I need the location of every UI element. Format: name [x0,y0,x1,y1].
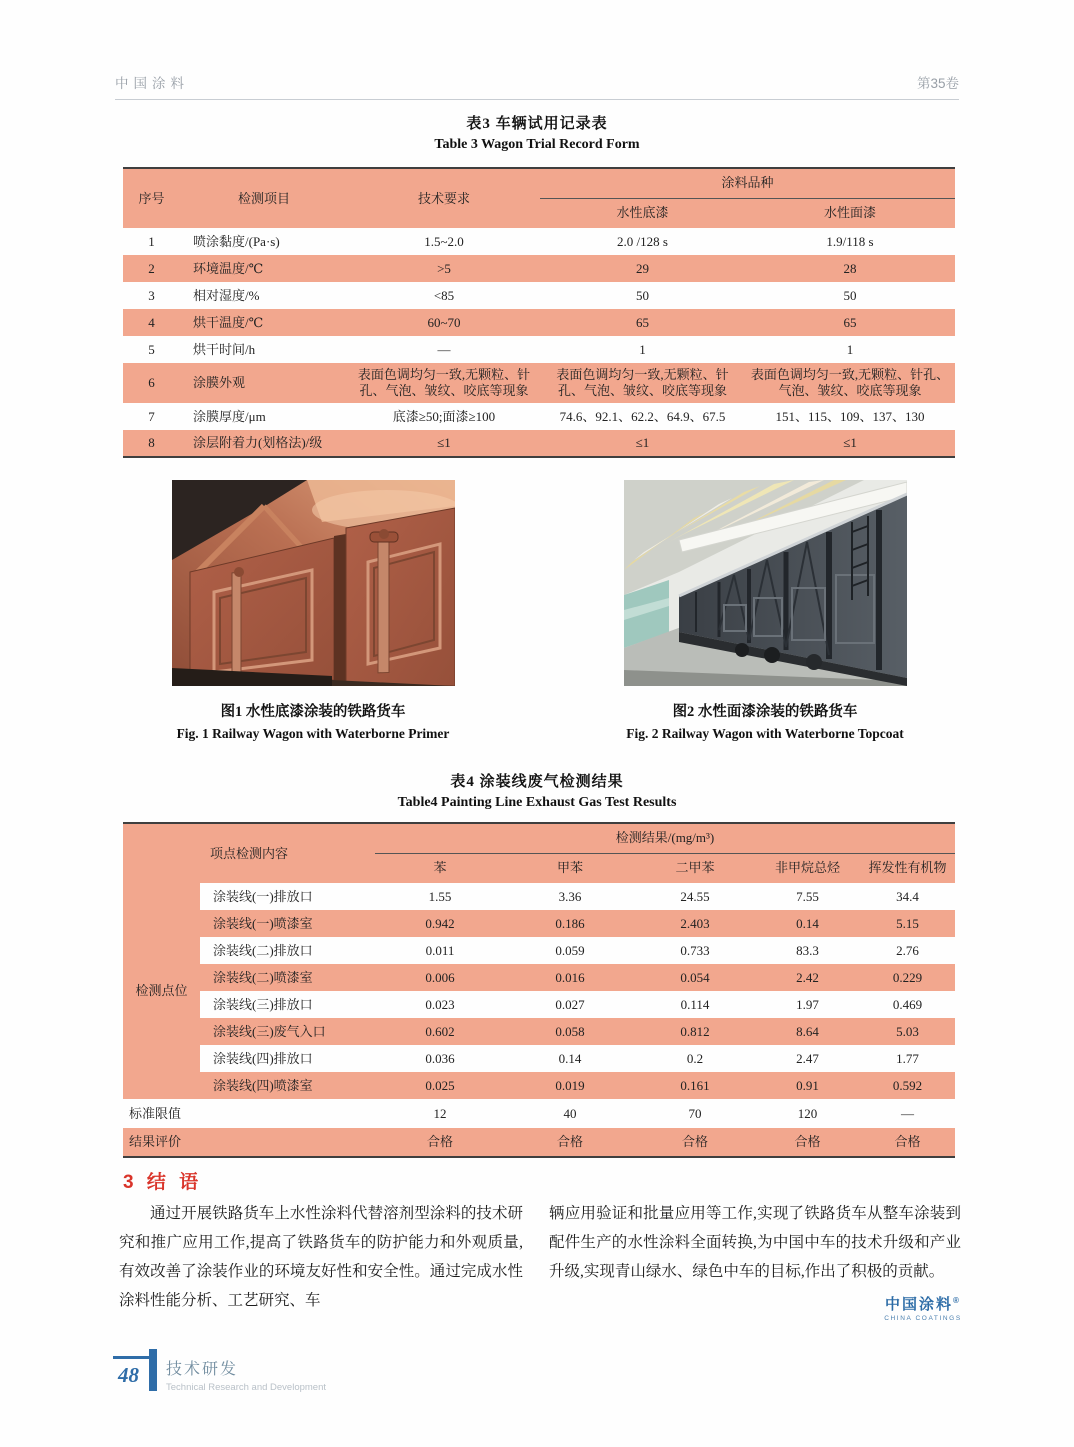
journal-name: 中国涂料 [115,76,189,91]
cell: >5 [348,255,540,282]
cell: 3 [148,287,155,303]
table-row [123,430,955,457]
cell: 涂装线(二)排放口 [213,942,313,958]
cell: 2.0 /128 s [617,233,668,249]
cell: 70 [688,1105,702,1121]
cell: 1.9/118 s [826,233,874,249]
table4-exhaust-gas-results [123,822,955,1158]
table3-title-en: Table 3 Wagon Trial Record Form [434,137,640,152]
cell: 涂装线(四)喷漆室 [200,1072,375,1099]
cell: ≤1 [348,430,540,457]
cell: 0.2 [686,1050,704,1066]
cell: 0.942 [375,910,505,937]
volume-number: 第35卷 [916,76,959,91]
table-row-eval [123,1128,955,1157]
table-row [123,363,955,403]
table3-title [0,112,1074,153]
running-head [115,72,959,100]
cell: ≤1 [540,430,745,457]
registered-mark-icon: ® [953,1296,961,1305]
cell: 1 [846,341,854,357]
cell: 喷涂黏度/(Pa·s) [193,233,280,249]
cell: 底漆≥50;面漆≥100 [392,408,496,424]
cell: 合格 [375,1128,505,1157]
table4-header-toluene: 甲苯 [505,853,635,883]
cell: — [437,341,451,357]
table-row [123,228,955,255]
cell: 涂装线(三)排放口 [213,996,313,1012]
table-row [123,1045,955,1072]
cell: 7.55 [796,888,819,904]
table-row [123,964,955,991]
cell: 60~70 [348,309,540,336]
cell: 0.469 [892,996,923,1012]
cell: 5.03 [860,1018,955,1045]
footer-section-en: Technical Research and Development [166,1382,327,1393]
footer-section [166,1356,326,1393]
cell: 2.47 [796,1050,819,1066]
cell: 3.36 [558,888,582,904]
table-row [123,403,955,430]
cell: 2.76 [896,942,919,958]
cell: 涂层附着力(划格法)/级 [180,430,348,457]
cell: — [901,1105,915,1121]
conclusion-column-right: 辆应用验证和批量应用等工作,实现了铁路货车从整车涂装到配件生产的水性涂料全面转换,为中国中车的技术升级和产业升级,实现青山绿水、绿色中车的目标,作出了积极的贡献。 [549,1205,961,1280]
cell: 0.229 [860,964,955,991]
cell: 0.812 [635,1018,755,1045]
cell: ≤1 [745,430,955,457]
cell: 0.91 [755,1072,860,1099]
figure2-image [624,480,907,686]
cell: 120 [797,1105,818,1121]
cell: 表面色调均匀一致,无颗粒、针孔、气泡、皱纹、咬底等现象 [540,363,745,403]
table-row [123,937,955,964]
table4-header-result-group: 检测结果/(mg/m³) [375,823,955,853]
limit-label: 标准限值 [129,1105,182,1121]
cell: 29 [540,255,745,282]
table-row [123,255,955,282]
figure2-caption-en: Fig. 2 Railway Wagon with Waterborne Topcoat [626,726,904,741]
cell: 烘干时间/h [193,341,256,357]
footer-bar-icon [149,1349,157,1391]
cell: 8 [123,430,180,457]
table-row [123,910,955,937]
cell: 40 [563,1105,577,1121]
cell: 0.006 [375,964,505,991]
cell: 1.55 [428,888,452,904]
cell: 0.14 [558,1050,582,1066]
figures-row [123,480,955,742]
cell: 合格 [860,1128,955,1157]
cell: 0.733 [680,942,710,958]
cell: 涂膜厚度/μm [193,408,266,424]
cell: 涂装线(二)喷漆室 [200,964,375,991]
table-row [123,309,955,336]
cell: 涂装线(四)排放口 [213,1050,313,1066]
cell: 24.55 [680,888,710,904]
table4-header-nmhc: 非甲烷总烃 [755,853,860,883]
table3-header-coating-group: 涂料品种 [540,168,955,198]
brand-logo-zh: 中国涂料® [885,1296,961,1313]
cell: 表面色调均匀一致,无颗粒、针孔、气泡、皱纹、咬底等现象 [745,363,955,403]
cell: 0.036 [425,1050,455,1066]
cell: 0.059 [555,942,585,958]
cell: 1.97 [796,996,819,1012]
cell: 1 [639,341,646,357]
cell: 相对湿度/% [193,287,260,303]
brand-logo-en: CHINA COATINGS [884,1315,962,1322]
cell: 7 [148,408,155,424]
cell: 合格 [755,1128,860,1157]
cell: 0.016 [505,964,635,991]
figure1-caption-en: Fig. 1 Railway Wagon with Waterborne Primer [176,726,450,741]
cell: 1.77 [896,1050,919,1066]
cell: 环境温度/℃ [180,255,348,282]
cell: 2 [123,255,180,282]
conclusion-column-left: 通过开展铁路货车上水性涂料代替溶剂型涂料的技术研究和推广应用工作,提高了铁路货车的防护能力和外观质量,有效改善了涂装作业的环境友好性和安全性。通过完成水性涂料性能分析、工艺研究、车 [119,1205,523,1309]
cell: 合格 [505,1128,635,1157]
cell: 0.592 [860,1072,955,1099]
cell: 0.14 [755,910,860,937]
table3-header-no: 序号 [123,168,180,228]
cell: 涂装线(三)废气入口 [200,1018,375,1045]
table-row [123,883,955,910]
cell: 0.602 [375,1018,505,1045]
cell: 50 [843,287,857,303]
cell: 6 [123,363,180,403]
table-row [123,336,955,363]
brand-logo [858,1293,988,1322]
cell: 8.64 [755,1018,860,1045]
cell: 65 [540,309,745,336]
table3-header-item: 检测项目 [180,168,348,228]
table-row [123,1072,955,1099]
cell: 5.15 [860,910,955,937]
cell: 1 [148,233,155,249]
cell: 0.019 [505,1072,635,1099]
figure1-image [172,480,455,686]
table3-header-primer: 水性底漆 [540,198,745,228]
cell: 0.025 [375,1072,505,1099]
cell: 涂膜外观 [180,363,348,403]
cell: 0.023 [425,996,455,1012]
cell: 合格 [635,1128,755,1157]
table-row-limit [123,1099,955,1128]
section-heading-conclusion: 3 结 语 [123,1172,203,1193]
cell: 0.186 [505,910,635,937]
table4-title [0,770,1074,811]
cell: 0.058 [505,1018,635,1045]
cell: 74.6、92.1、62.2、64.9、67.5 [559,408,726,424]
table4-header-benzene: 苯 [375,853,505,883]
cell: 50 [636,287,649,303]
cell: 表面色调均匀一致,无颗粒、针孔、气泡、皱纹、咬底等现象 [348,363,540,403]
cell: 5 [148,341,155,357]
table3-wagon-trial-record [123,167,955,458]
cell: 83.3 [796,942,819,958]
cell: 1.5~2.0 [424,233,464,249]
figure1-caption-zh: 图1 水性底漆涂装的铁路货车 [220,704,406,720]
cell: 0.114 [680,996,710,1012]
cell: 涂装线(一)喷漆室 [200,910,375,937]
figure1 [123,480,503,742]
page-number: 48 [113,1356,149,1388]
cell: 涂装线(一)排放口 [213,888,313,904]
table4-title-zh: 表4 涂装线废气检测结果 [450,774,624,790]
page-footer [113,1356,326,1393]
cell: 烘干温度/℃ [180,309,348,336]
figure2-caption-zh: 图2 水性面漆涂装的铁路货车 [672,704,858,720]
table4-header-xylene: 二甲苯 [635,853,755,883]
cell: 0.054 [635,964,755,991]
cell: 0.011 [425,942,455,958]
table3-header-topcoat: 水性面漆 [745,198,955,228]
cell: <85 [433,287,455,303]
table3-title-zh: 表3 车辆试用记录表 [466,116,608,132]
cell: 151、115、109、137、130 [775,408,925,424]
cell: 2.403 [635,910,755,937]
eval-label: 结果评价 [123,1128,375,1157]
cell: 0.161 [635,1072,755,1099]
cell: 0.027 [555,996,585,1012]
cell: 2.42 [755,964,860,991]
table3-header-requirement: 技术要求 [348,168,540,228]
table4-header-voc: 挥发性有机物 [860,853,955,883]
table4-title-en: Table4 Painting Line Exhaust Gas Test Results [397,795,677,810]
cell: 28 [745,255,955,282]
table-row [123,282,955,309]
table-row [123,1018,955,1045]
figure2 [575,480,955,742]
cell: 65 [745,309,955,336]
cell: 34.4 [896,888,919,904]
cell: 12 [433,1105,447,1121]
table4-header-content: 项点检测内容 [123,823,375,883]
footer-section-zh: 技术研发 [166,1361,239,1378]
table4-point-label: 检测点位 [123,883,200,1099]
table-row [123,991,955,1018]
cell: 4 [123,309,180,336]
